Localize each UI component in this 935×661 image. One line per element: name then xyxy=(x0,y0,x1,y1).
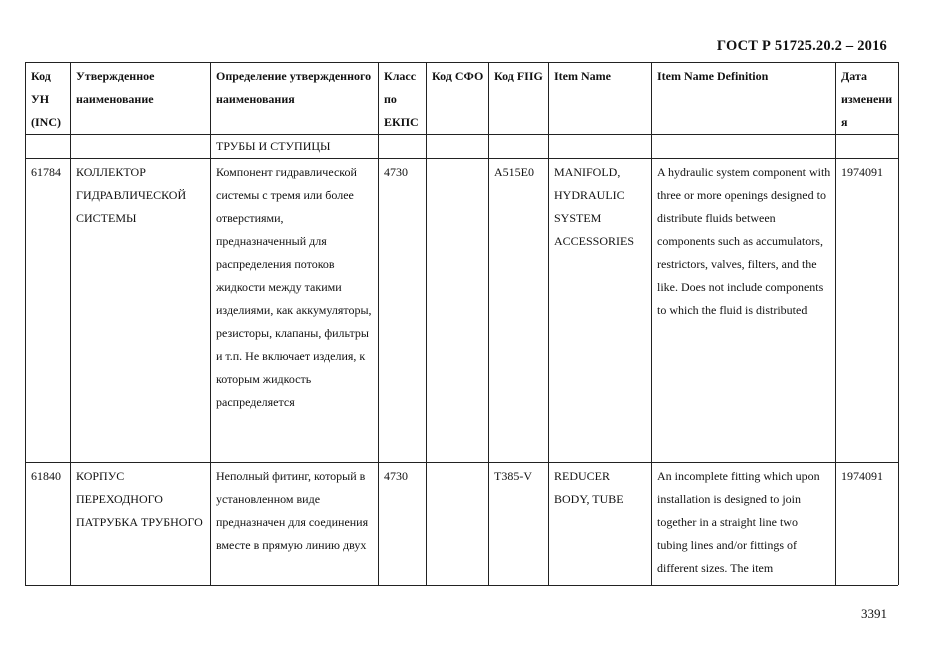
cell-fiig: T385-V xyxy=(489,463,549,623)
col-header-ekps: Класс по ЕКПС xyxy=(379,63,427,135)
cell-definition: Неполный фитинг, который в установленном виде предназначен для соединения вместе в прямую линию двух xyxy=(211,463,379,623)
cell-item-name: REDUCER BODY, TUBE xyxy=(549,463,652,623)
col-header-item-definition: Item Name Definition xyxy=(652,63,836,135)
cell-ekps: 4730 xyxy=(379,463,427,623)
cell-date: 1974091 xyxy=(836,159,899,463)
cell-ekps: 4730 xyxy=(379,159,427,463)
table-header-row xyxy=(26,63,899,135)
cell-item-definition: A hydraulic system component with three or more openings designed to distribute fluids between components such as accumulators, restrictors, valves, filters, and the like. Does not include components to which the fluid is distributed xyxy=(652,159,836,463)
table-row xyxy=(26,159,899,463)
document-standard-header: ГОСТ Р 51725.20.2 – 2016 xyxy=(716,38,887,54)
col-header-approved-name: Утвержденное наименование xyxy=(71,63,211,135)
col-header-inc: Код УН (INC) xyxy=(26,63,71,135)
cell-approved-name: КОРПУС ПЕРЕХОДНОГО ПАТРУБКА ТРУБНОГО xyxy=(71,463,211,623)
cell-date: 1974091 xyxy=(836,463,899,623)
page-number: 3391 xyxy=(861,606,887,621)
col-header-item-name: Item Name xyxy=(549,63,652,135)
cell-fiig: A515E0 xyxy=(489,159,549,463)
col-header-fiig: Код FIIG xyxy=(489,63,549,135)
col-header-sfo: Код СФО xyxy=(427,63,489,135)
cell-definition: Компонент гидравлической системы с тремя или более отверстиями, предназначенный для распределения потоков жидкости между такими изделиями, как аккумуляторы, резисторы, клапаны, фильтры и т.п. Не включает изделия, к которым жидкость распределяется xyxy=(211,159,379,463)
col-header-definition: Определение утвержденного наименования xyxy=(211,63,379,135)
continuation-definition: ТРУБЫ И СТУПИЦЫ xyxy=(211,135,379,159)
table-row-continuation xyxy=(26,135,899,159)
cell-inc: 61840 xyxy=(26,463,71,623)
cell-inc: 61784 xyxy=(26,159,71,463)
table-bottom-border xyxy=(25,585,898,586)
cell-item-definition: An incomplete fitting which upon installation is designed to join together in a straight line two tubing lines and/or fittings of different sizes. The item xyxy=(652,463,836,623)
cell-sfo xyxy=(427,159,489,463)
cell-item-name: MANIFOLD, HYDRAULIC SYSTEM ACCESSORIES xyxy=(549,159,652,463)
catalog-table xyxy=(25,62,899,623)
col-header-date: Дата изменения xyxy=(836,63,899,135)
cell-approved-name: КОЛЛЕКТОР ГИДРАВЛИЧЕСКОЙ СИСТЕМЫ xyxy=(71,159,211,463)
